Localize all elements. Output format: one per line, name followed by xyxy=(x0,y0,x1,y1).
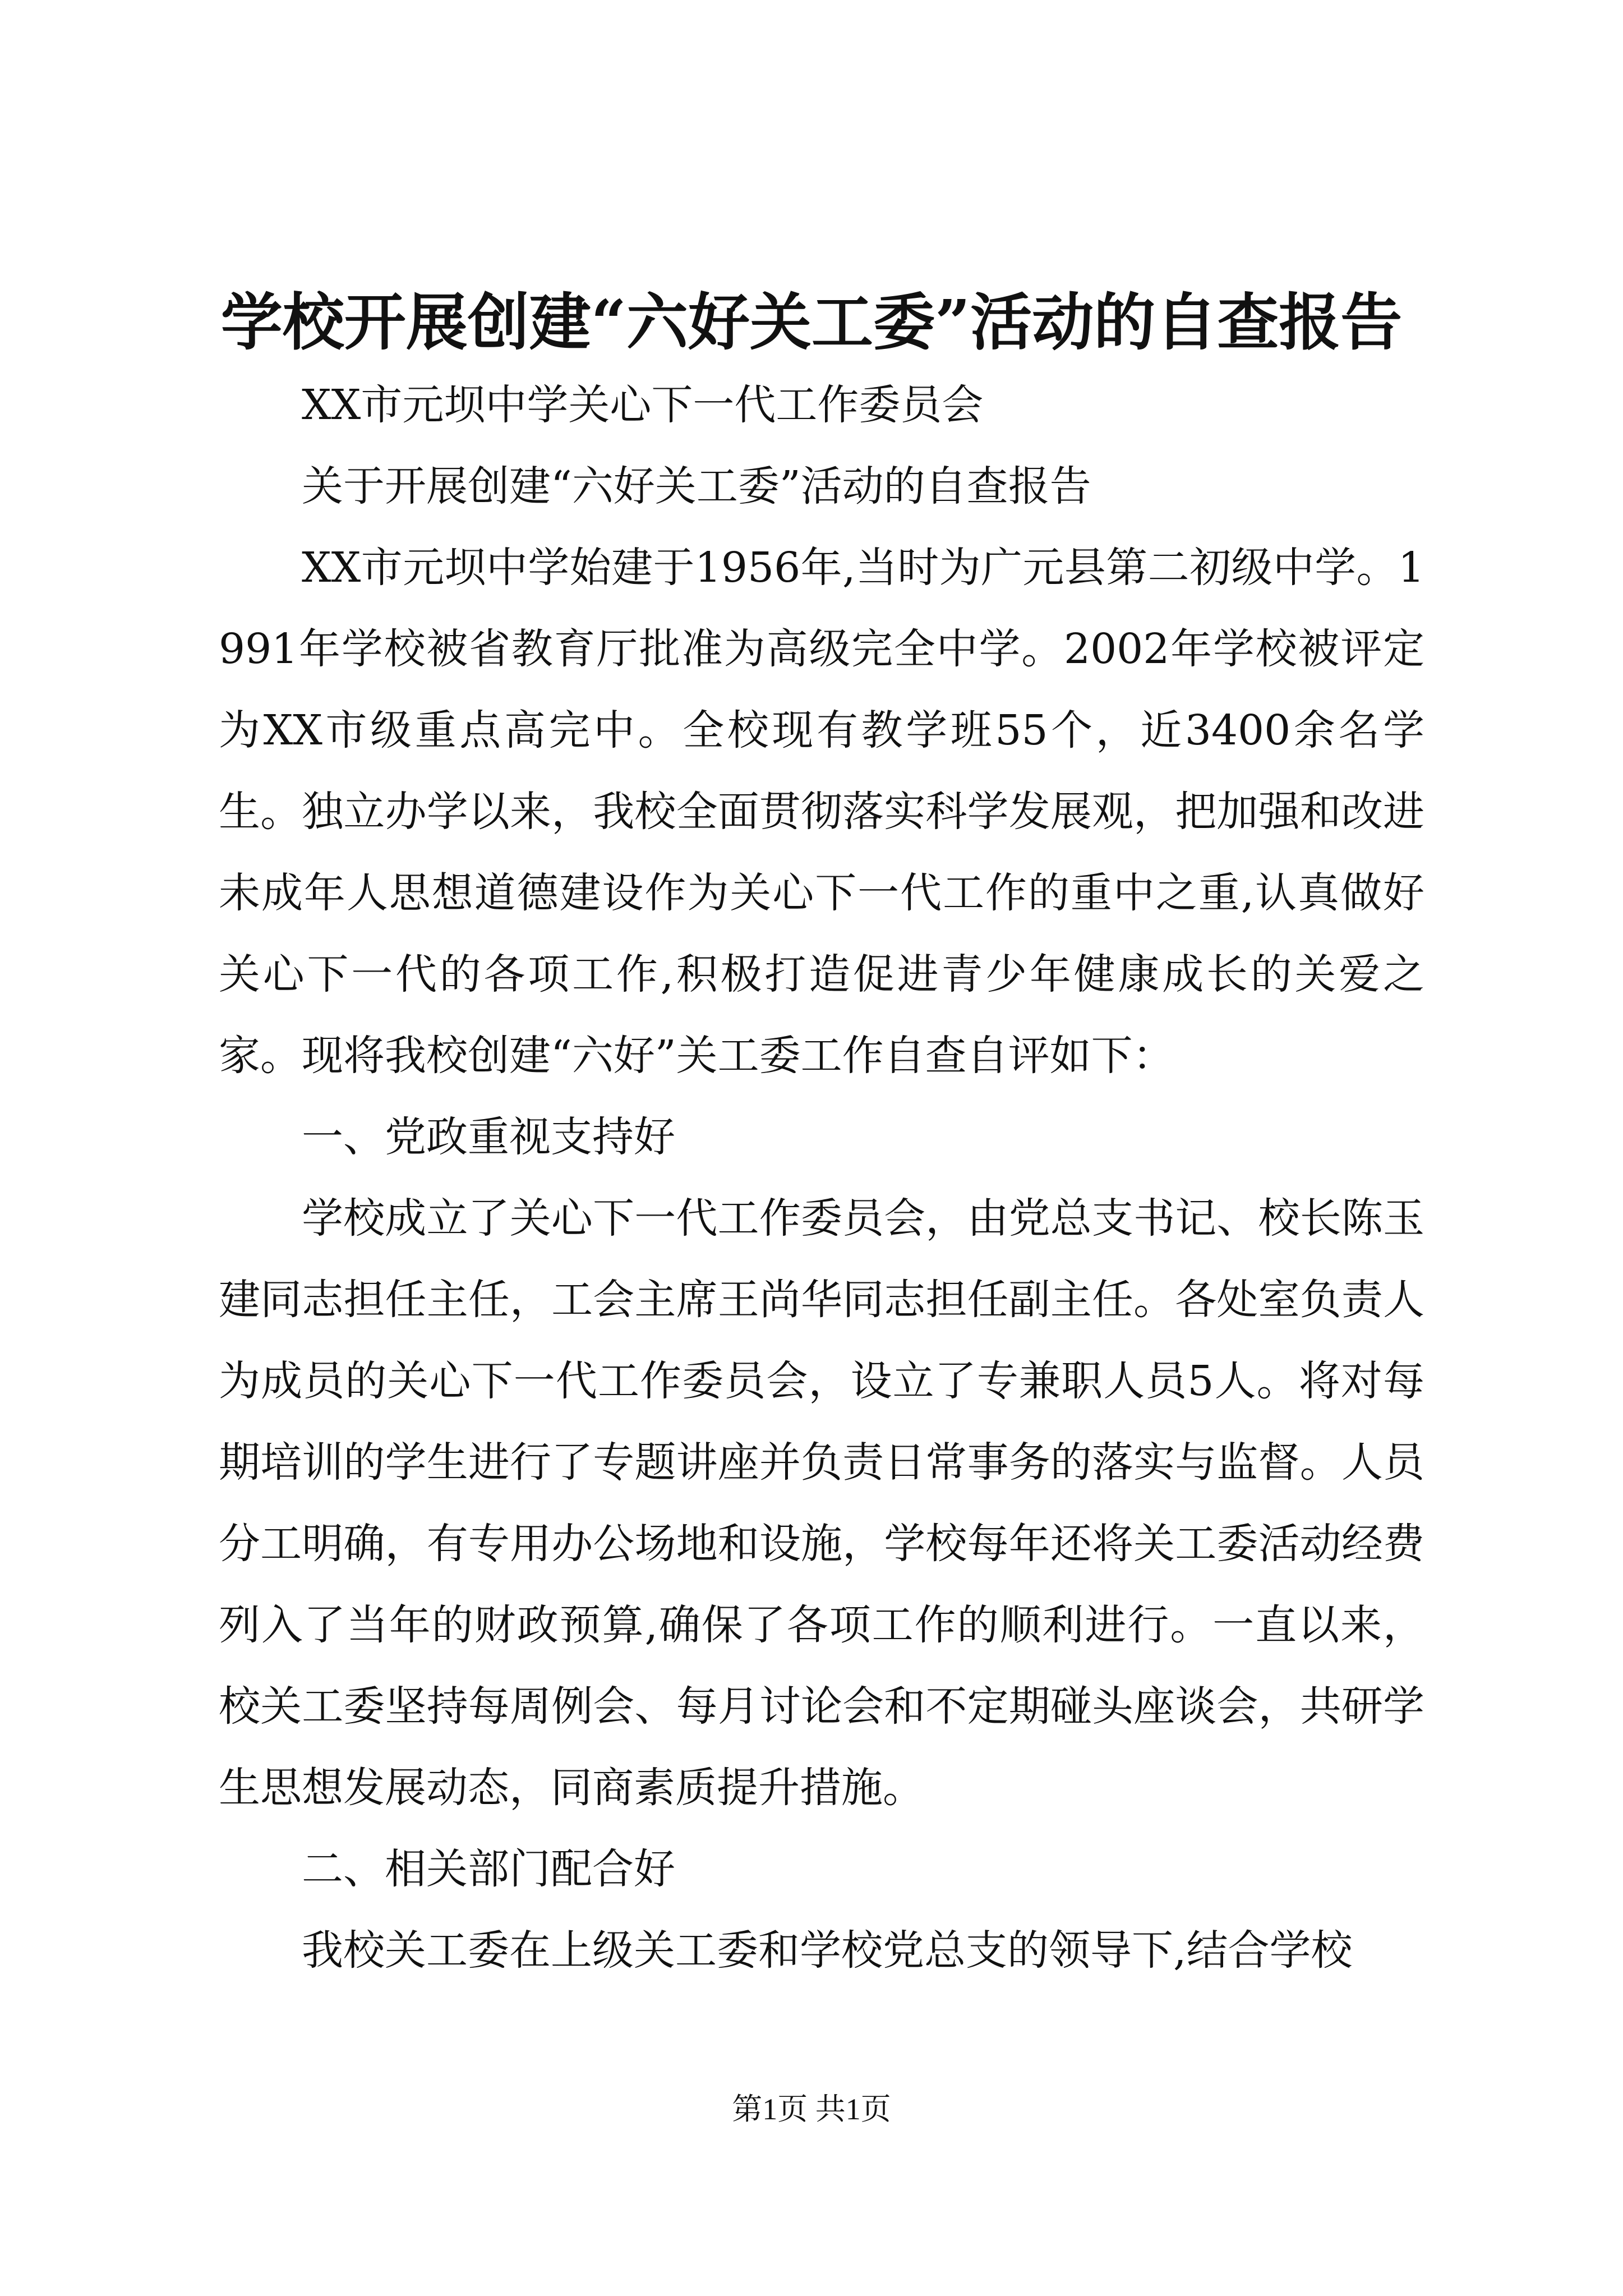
document-title: 学校开展创建“六好关工委”活动的自查报告 xyxy=(220,286,1403,358)
section-heading-2: 二、相关部门配合好 xyxy=(302,1845,675,1893)
document-body xyxy=(219,365,1424,1991)
paragraph-report-subtitle: 关于开展创建“六好关工委”活动的自查报告 xyxy=(302,462,1091,510)
section-heading-1: 一、党政重视支持好 xyxy=(302,1113,675,1161)
page-footer: 第1页 共1页 xyxy=(732,2092,891,2126)
paragraph-section-2: 我校关工委在上级关工委和学校党总支的领导下,结合学校 xyxy=(302,1926,1353,1975)
paragraph-organization: XX市元坝中学关心下一代工作委员会 xyxy=(302,381,984,429)
paragraph-school-intro: XX市元坝中学始建于1956年,当时为广元县第二初级中学。1991年学校被省教育厅批准为高级完全中学。2002年学校被评定为XX市级重点高完中。全校现有教学班55个，近3400余名学生。独立办学以来，我校全面贯彻落实科学发展观，把加强和改进未成年人思想道德建设作为关心下一代工作的重中之重,认真做好关心下一代的各项工作,积极打造促进青少年健康成长的关爱之家。现将我校创建“六好”关工委工作自查自评如下： xyxy=(219,544,1424,1080)
paragraph-section-1: 学校成立了关心下一代工作委员会，由党总支书记、校长陈玉建同志担任主任，工会主席王尚华同志担任副主任。各处室负责人为成员的关心下一代工作委员会，设立了专兼职人员5人。将对每期培训的学生进行了专题讲座并负责日常事务的落实与监督。人员分工明确，有专用办公场地和设施，学校每年还将关工委活动经费列入了当年的财政预算,确保了各项工作的顺利进行。一直以来，校关工委坚持每周例会、每月讨论会和不定期碰头座谈会，共研学生思想发展动态，同商素质提升措施。 xyxy=(219,1194,1424,1812)
